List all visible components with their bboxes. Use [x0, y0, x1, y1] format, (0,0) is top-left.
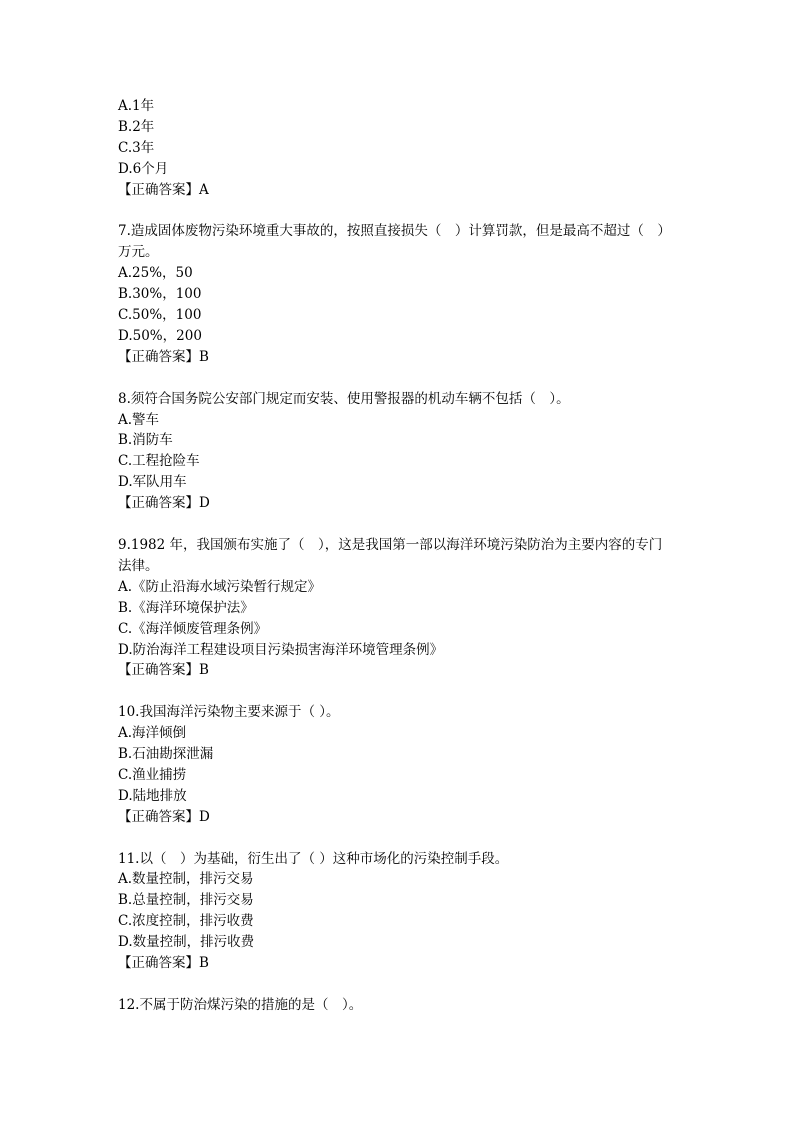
question-block-11: [118, 849, 688, 974]
spacer: [118, 974, 688, 995]
option-a: A.数量控制，排污交易: [118, 871, 254, 888]
question-block-7: [118, 221, 688, 367]
question-block-10: [118, 702, 688, 827]
option-c: C.3年: [118, 139, 155, 156]
option-c: C.工程抢险车: [118, 453, 200, 470]
option-b: B.总量控制，排污交易: [118, 892, 254, 909]
question-block-8: [118, 389, 688, 514]
spacer: [118, 681, 688, 702]
option-d: D.数量控制，排污收费: [118, 934, 255, 951]
spacer: [118, 201, 688, 222]
question-text: 10.我国海洋污染物主要来源于（ ）。: [118, 704, 340, 721]
spacer: [118, 828, 688, 849]
option-b: B.消防车: [118, 432, 173, 449]
option-a: A.25%，50: [118, 265, 193, 282]
option-c: C.浓度控制，排污收费: [118, 913, 254, 930]
option-d: D.50%，200: [118, 327, 202, 344]
correct-answer: 【正确答案】D: [118, 808, 210, 825]
spacer: [118, 514, 688, 535]
question-text-continued: 万元。: [118, 244, 159, 261]
correct-answer: 【正确答案】B: [118, 348, 209, 365]
option-c: C.50%，100: [118, 307, 202, 324]
option-a: A.《防止沿海水域污染暂行规定》: [118, 578, 322, 595]
option-b: B.石油勘探泄漏: [118, 746, 214, 763]
correct-answer: 【正确答案】B: [118, 955, 209, 972]
option-a: A.1年: [118, 98, 155, 114]
question-block-12: [118, 995, 688, 1016]
option-b: B.《海洋环境保护法》: [118, 599, 254, 616]
option-b: B.2年: [118, 118, 155, 135]
correct-answer: 【正确答案】D: [118, 495, 210, 512]
document-content: [118, 96, 688, 1016]
option-d: D.军队用车: [118, 474, 187, 491]
option-b: B.30%，100: [118, 286, 202, 303]
correct-answer: 【正确答案】A: [118, 181, 209, 198]
question-text-continued: 法律。: [118, 557, 159, 574]
question-text: 7.造成固体废物污染环境重大事故的，按照直接损失（ ）计算罚款，但是最高不超过（ ）: [118, 223, 671, 240]
option-d: D.防治海洋工程建设项目污染损害海洋环境管理条例》: [118, 641, 444, 658]
option-c: C.渔业捕捞: [118, 766, 187, 783]
option-d: D.6个月: [118, 160, 169, 177]
question-text: 11.以（ ）为基础，衍生出了（ ）这种市场化的污染控制手段。: [118, 850, 509, 867]
question-text: 12.不属于防治煤污染的措施的是（ ）。: [118, 996, 363, 1013]
correct-answer: 【正确答案】B: [118, 662, 209, 679]
option-a: A.警车: [118, 411, 160, 428]
option-a: A.海洋倾倒: [118, 725, 187, 742]
spacer: [118, 368, 688, 389]
question-block-9: [118, 535, 688, 681]
option-c: C.《海洋倾废管理条例》: [118, 620, 268, 637]
question-text: 9.1982 年，我国颁布实施了（ ），这是我国第一部以海洋环境污染防治为主要内容的专门: [118, 536, 663, 553]
option-d: D.陆地排放: [118, 787, 187, 804]
question-text: 8.须符合国务院公安部门规定而安装、使用警报器的机动车辆不包括（ ）。: [118, 390, 570, 407]
intro-block: [118, 96, 688, 201]
